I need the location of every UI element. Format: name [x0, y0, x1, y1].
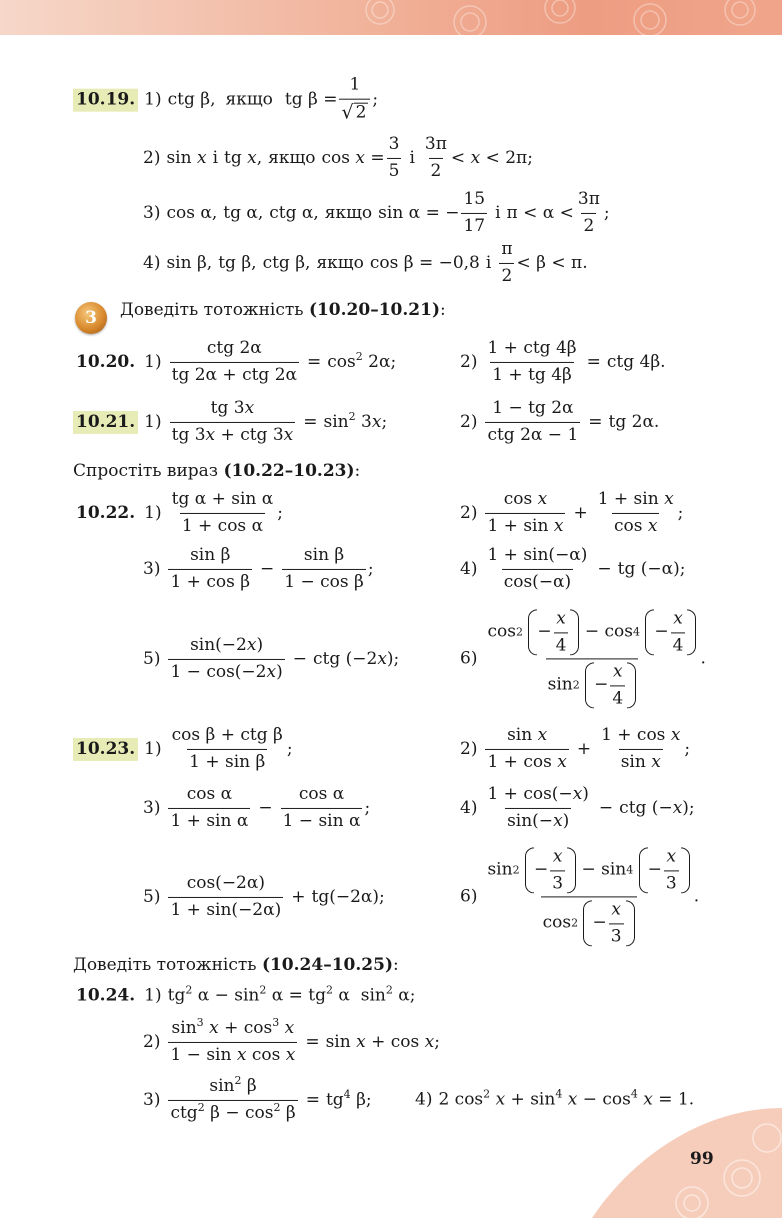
problem-10-23-3: 3) $\frac{\text{cos α}}{\text{1 + sin α}}$ − $\frac{\text{cos α}}{\text{1 − sin α}}$ ; — [143, 783, 371, 831]
problem-10-22-6: 6) cos 2 − $\frac{x}{4}$ − cos 4 − $\frac{x}{4}$ sin 2 − $\frac{x}{4}$ . — [460, 608, 706, 709]
item-label: 1) — [144, 738, 162, 759]
word-and: і — [409, 147, 415, 168]
item-label: 1) — [144, 985, 162, 1006]
word-if: якщо — [316, 252, 364, 273]
problem-10-23-2: 2) $\frac{\text{sin x}}{\text{1 + cos x}}$ + $\frac{\text{1 + cos x}}{\text{sin x}}$ ; — [460, 724, 691, 772]
problem-10-22-2: 2) $\frac{\text{cos x}}{\text{1 + sin x}}$ + $\frac{\text{1 + sin x}}{\text{cos x}}$ ; — [460, 488, 684, 536]
word-if: якщо — [268, 147, 316, 168]
item-label: 4) — [143, 252, 161, 273]
word-if: якщо — [324, 202, 373, 223]
bottom-corner-decoration — [592, 1108, 782, 1218]
top-decorative-band — [0, 0, 782, 35]
problem-10-19-2: 2) sin x і tg x, якщо cos x = $\frac{3}{5}$ і $\frac{3\pi}{2}$ < x < 2π; — [143, 133, 533, 181]
word-and: і — [495, 202, 501, 223]
swirl-pattern — [0, 0, 782, 35]
problem-10-24-1: 10.24. 1) $tg^2$ $\alpha - \sin^2 \alpha = tg^2$ α $\sin^2 \alpha$; — [73, 985, 415, 1008]
word-and: і — [212, 147, 218, 168]
problem-10-19-1: 10.19. 1) ctg β, якщо tg β = 1 √ 2 ; — [73, 76, 378, 125]
item-label: 2) — [143, 147, 161, 168]
problem-10-19-3: 3) cos α, tg α, ctg α, якщо sin α = − $\frac{15}{17}$ і π < α < $\frac{3\pi}{2}$ ; — [143, 188, 610, 236]
problem-number: 10.21. — [73, 411, 138, 434]
problem-10-23-6: 6) sin 2 − $\frac{x}{3}$ − sin 4 − $\frac{x}{3}$ cos 2 − $\frac{x}{3}$ . — [460, 846, 700, 947]
problem-number: 10.22. — [76, 502, 136, 523]
item-label: 3) — [143, 558, 161, 579]
item-label: 5) — [143, 886, 161, 907]
problem-10-22-3: 3) $\frac{\text{sin β}}{\text{1 + cos β}}$ − $\frac{\text{sin β}}{\text{1 − cos β}}$ ; — [143, 544, 374, 592]
word-and: і — [485, 252, 492, 273]
problem-10-21-1: 10.21. 1) $\frac{tg 3x}{\text{tg 3x + ctg 3x}}$ = $\sin^2 3x$; — [73, 399, 387, 445]
item-label: 4) — [415, 1089, 433, 1110]
item-label: 2) — [460, 411, 478, 432]
problem-number: 10.23. — [73, 738, 138, 761]
problem-10-23-1: 10.23. 1) $\frac{\text{cos β + ctg β}}{\text{1 + sin β}}$ ; — [73, 726, 293, 772]
section-header-prove-2: Доведіть тотожність (10.24–10.25): — [73, 955, 399, 975]
problem-10-23-4: 4) $\frac{1 + \cos(-x)}{\sin(-x)}$ − ctg (−x); — [460, 783, 695, 831]
item-label: 1) — [144, 89, 162, 110]
section-header-simplify: Спростіть вираз (10.22–10.23): — [73, 461, 361, 481]
problem-number: 10.19. — [73, 88, 138, 111]
item-label: 2) — [143, 1031, 161, 1052]
problem-10-23-5: 5) $\frac{\cos(-2\alpha)}{1 + \sin(-2\alpha)}$ + tg(−2α); — [143, 872, 385, 920]
difficulty-badge: 3 — [75, 302, 107, 334]
problem-10-21-2: 2) $\frac{1 - tg 2\alpha}{\text{ctg 2α − 1}}$ = tg 2α. — [460, 397, 660, 445]
problem-10-24-3: 3) $\frac{\sin^2 \beta}{ctg^2 \beta - \cos^2 \beta}$ = $tg^4$ β; — [143, 1073, 372, 1123]
item-label: 3) — [143, 202, 161, 223]
problem-10-20-2: 2) $\frac{\text{1 + ctg 4β}}{1 + tg 4\beta}$ = ctg 4β. — [460, 337, 666, 385]
problem-number: 10.24. — [76, 985, 136, 1006]
item-label: 5) — [143, 648, 161, 669]
problem-10-22-5: 5) $\frac{\sin(-2x)}{1 - \cos(-2x)}$ − ctg (−2x); — [143, 634, 400, 682]
item-label: 1) — [144, 502, 162, 523]
item-label: 6) — [460, 886, 478, 907]
problem-10-22-1: 10.22. 1) $\frac{\text{tg α + sin α}}{\text{1 + cos α}}$ ; — [73, 490, 283, 536]
page-number: 99 — [690, 1149, 714, 1169]
problem-10-22-4: 4) $\frac{1 + \sin(-\alpha)}{\cos(-\alpha)}$ − tg (−α); — [460, 544, 686, 592]
section-header-prove: Доведіть тотожність (10.20–10.21): — [120, 300, 446, 320]
fraction: 1 √ 2 — [339, 76, 370, 125]
item-label: 3) — [143, 797, 161, 818]
item-label: 2) — [460, 738, 478, 759]
item-label: 1) — [144, 351, 162, 372]
word-if: якщо — [225, 89, 273, 110]
problem-10-24-4: 4) 2 $\cos^2 x + \sin^4 x - \cos^4 x = 1$. — [415, 1087, 695, 1110]
problem-10-24-2: 2) $\frac{\sin^3 x + \cos^3 x}{\text{1 − sin x cos x}}$ = sin x + cos x; — [143, 1015, 440, 1065]
problem-10-20-1: 10.20. 1) $\frac{\text{ctg 2α}}{\text{tg 2α + ctg 2α}}$ = $\cos^2 2\alpha$; — [73, 339, 396, 385]
item-label: 4) — [460, 558, 478, 579]
item-label: 6) — [460, 648, 478, 669]
problem-number: 10.20. — [76, 351, 136, 372]
item-label: 2) — [460, 502, 478, 523]
item-label: 2) — [460, 351, 478, 372]
item-label: 4) — [460, 797, 478, 818]
item-label: 1) — [144, 411, 162, 432]
item-label: 3) — [143, 1089, 161, 1110]
problem-10-19-4: 4) sin β, tg β, ctg β, якщо cos β = −0,8 і $\frac{\pi}{2}$ < β < π. — [143, 238, 588, 286]
